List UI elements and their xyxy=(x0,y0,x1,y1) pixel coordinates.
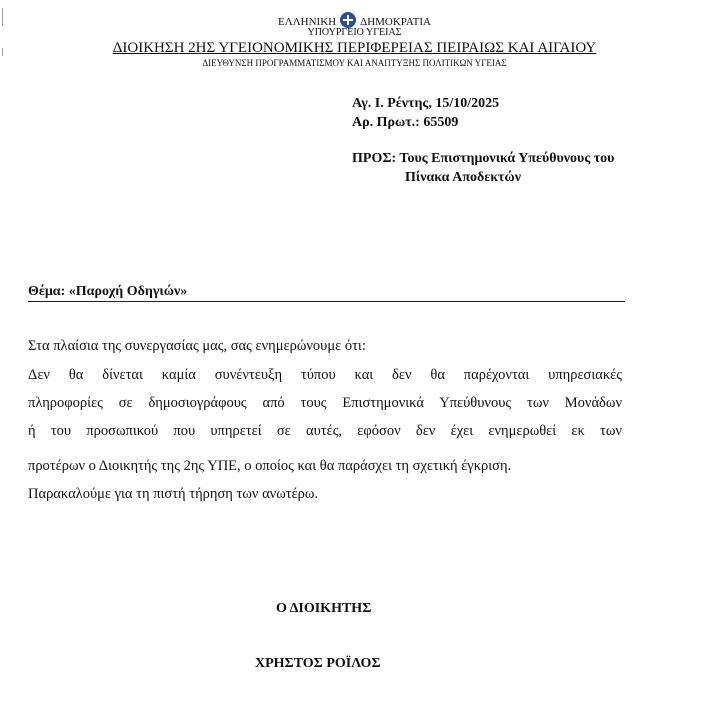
body-line: Δεν θα δίνεται καμία συνέντευξη τύπου και δεν θα παρέχονται υπηρεσιακές xyxy=(28,367,622,383)
authority-title: ΔΙΟΙΚΗΣΗ 2ΗΣ ΥΓΕΙΟΝΟΜΙΚΗΣ ΠΕΡΙΦΕΡΕΙΑΣ ΠΕΙΡΑΙΩΣ ΚΑΙ ΑΙΓΑΙΟΥ xyxy=(112,40,597,56)
signatory-title: Ο ΔΙΟΙΚΗΤΗΣ xyxy=(276,601,372,616)
body-line: προτέρων ο Διοικητής της 2ης ΥΠΕ, ο οποίος και θα παράσχει τη σχετική έγκριση. xyxy=(28,458,512,474)
ministry: ΥΠΟΥΡΓΕΙΟ ΥΓΕΙΑΣ xyxy=(307,27,402,38)
greek-emblem-icon xyxy=(340,12,356,28)
body-line: Παρακαλούμε για τη πιστή τήρηση των ανωτέρω. xyxy=(28,486,319,502)
country-right: ΔΗΜΟΚΡΑΤΙΑ xyxy=(360,16,431,28)
body-line: ή του προσωπικού που υπηρετεί σε αυτές, εφόσον δεν έχει ενημερωθεί εκ των xyxy=(28,423,622,439)
letterhead-country xyxy=(0,12,709,28)
directorate: ΔΙΕΥΘΥΝΣΗ ΠΡΟΓΡΑΜΜΑΤΙΣΜΟΥ ΚΑΙ ΑΝΑΠΤΥΞΗΣ ΠΟΛΙΤΙΚΩΝ ΥΓΕΙΑΣ xyxy=(202,58,507,68)
body-line: Στα πλαίσια της συνεργασίας μας, σας ενημερώνουμε ότι: xyxy=(28,338,366,354)
country-left: ΕΛΛΗΝΙΚΗ xyxy=(278,16,337,28)
protocol-number: Αρ. Πρωτ.: 65509 xyxy=(352,115,459,130)
recipients-line-2: Πίνακα Αποδεκτών xyxy=(405,170,521,185)
place-date: Αγ. Ι. Ρέντης, 15/10/2025 xyxy=(352,96,500,111)
subject: Θέμα: «Παροχή Οδηγιών» xyxy=(28,284,625,302)
signatory-name: ΧΡΗΣΤΟΣ ΡΟΪΛΟΣ xyxy=(255,656,381,671)
recipients-line-1: ΠΡΟΣ: Τους Επιστημονικά Υπεύθυνους του xyxy=(352,151,615,166)
body-line: πληροφορίες σε δημοσιογράφους από τους Επιστημονικά Υπεύθυνους των Μονάδων xyxy=(28,395,622,411)
